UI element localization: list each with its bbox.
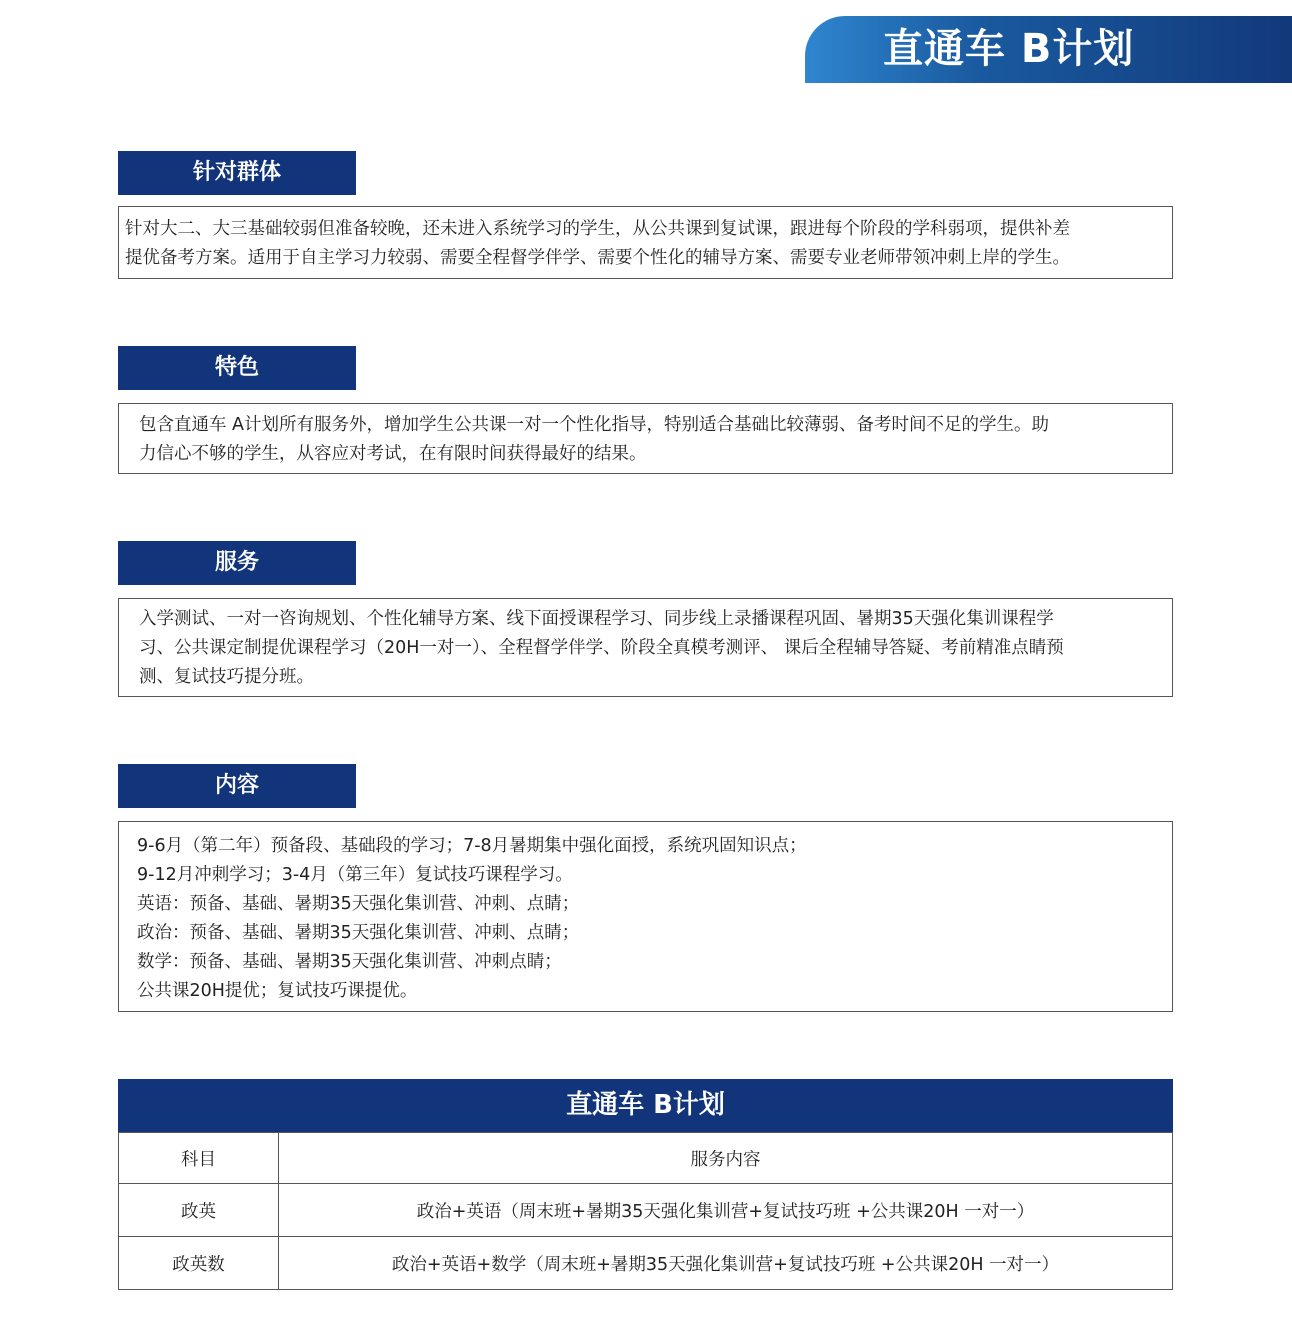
text-line: 力信心不够的学生，从容应对考试，在有限时间获得最好的结果。: [139, 444, 647, 464]
table-cell-subject: 政英数: [119, 1237, 279, 1290]
plan-table: [118, 1132, 1173, 1290]
text-line: 9-12月冲刺学习；3-4月（第三年）复试技巧课程学习。: [137, 865, 573, 885]
table-row: [119, 1184, 1173, 1237]
text-line: 9-6月（第二年）预备段、基础段的学习；7-8月暑期集中强化面授，系统巩固知识点；: [137, 836, 807, 856]
text-line: 英语：预备、基础、暑期35天强化集训营、冲刺、点睛；: [137, 894, 580, 914]
section-heading-features: 特色: [118, 346, 356, 390]
text-line: 习、公共课定制提优课程学习（20H一对一）、全程督学伴学、阶段全真模考测评、 课后全程辅导答疑、考前精准点睛预: [139, 638, 1064, 658]
section-body-target-group: [118, 206, 1173, 279]
text-line: 公共课20H提优；复试技巧课提优。: [137, 981, 418, 1001]
section-heading-content: 内容: [118, 764, 356, 808]
column-header-subject: 科目: [119, 1133, 279, 1184]
text-line: 针对大二、大三基础较弱但准备较晚，还未进入系统学习的学生，从公共课到复试课，跟进每个阶段的学科弱项，提供补差: [125, 219, 1070, 239]
table-header-row: [119, 1133, 1173, 1184]
section-body-features: [118, 403, 1173, 474]
section-heading-target-group: 针对群体: [118, 151, 356, 195]
section-body-services: [118, 598, 1173, 697]
text-line: 提优备考方案。适用于自主学习力较弱、需要全程督学伴学、需要个性化的辅导方案、需要专业老师带领冲刺上岸的学生。: [125, 248, 1070, 268]
section-body-content: [118, 821, 1173, 1012]
table-cell-service: 政治+英语+数学（周末班+暑期35天强化集训营+复试技巧班 +公共课20H 一对一）: [279, 1237, 1173, 1290]
table-cell-service: 政治+英语（周末班+暑期35天强化集训营+复试技巧班 +公共课20H 一对一）: [279, 1184, 1173, 1237]
page-banner: 直通车 B计划: [805, 16, 1292, 83]
text-line: 数学：预备、基础、暑期35天强化集训营、冲刺点睛；: [137, 952, 562, 972]
column-header-service: 服务内容: [279, 1133, 1173, 1184]
section-heading-services: 服务: [118, 541, 356, 585]
table-row: [119, 1237, 1173, 1290]
text-line: 入学测试、一对一咨询规划、个性化辅导方案、线下面授课程学习、同步线上录播课程巩固、暑期35天强化集训课程学: [139, 609, 1054, 629]
plan-table-title: 直通车 B计划: [118, 1079, 1173, 1132]
table-cell-subject: 政英: [119, 1184, 279, 1237]
text-line: 政治：预备、基础、暑期35天强化集训营、冲刺、点睛；: [137, 923, 580, 943]
text-line: 测、复试技巧提分班。: [139, 667, 314, 687]
text-line: 包含直通车 A计划所有服务外，增加学生公共课一对一个性化指导，特别适合基础比较薄弱、备考时间不足的学生。助: [139, 415, 1050, 435]
